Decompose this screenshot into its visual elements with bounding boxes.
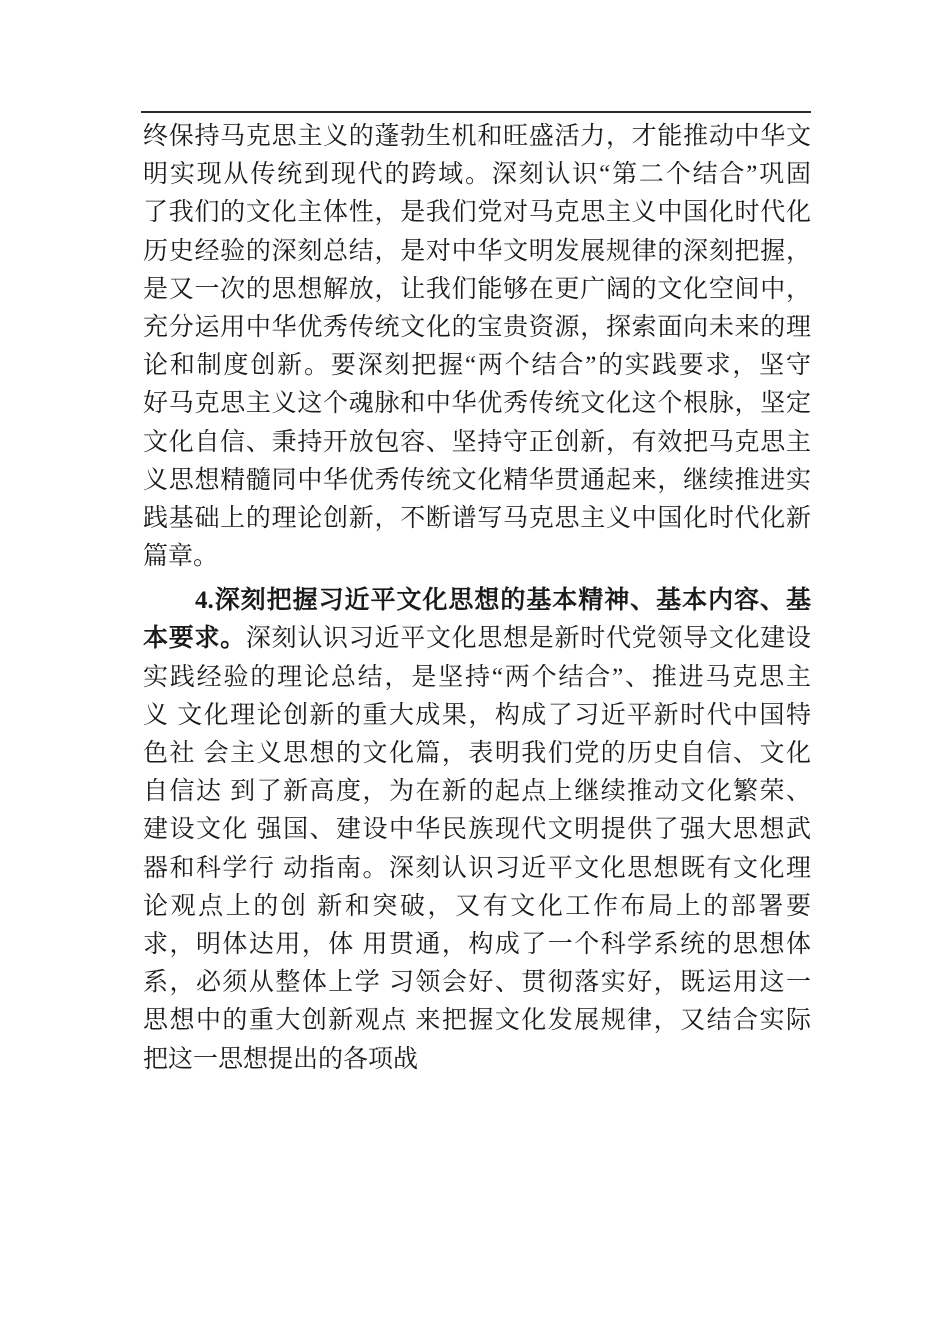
- text-segment: 终保持马克思主义的蓬勃生机和旺盛活力，才能推动中华文: [143, 123, 811, 150]
- text-line: [143, 773, 811, 811]
- text-segment: 系，必须从整体上学 习领会好、贯彻落实好，既运用这一: [143, 969, 811, 997]
- text-line: [143, 424, 811, 462]
- text-segment: 义思想精髓同中华优秀传统文化精华贯通起来，继续推进实: [143, 466, 811, 494]
- text-line: [143, 347, 811, 385]
- text-line: [143, 888, 811, 926]
- paragraph: [143, 118, 811, 576]
- text-segment: 了我们的文化主体性，是我们党对马克思主义中国化时代化: [143, 199, 811, 227]
- text-segment: 文化自信、秉持开放包容、坚持守正创新，有效把马克思主: [143, 428, 811, 456]
- text-line: [143, 850, 811, 888]
- text-line: [143, 735, 811, 773]
- text-segment: 篇章。: [143, 543, 219, 571]
- text-line: [143, 309, 811, 347]
- text-segment: 建设文化 强国、建设中华民族现代文明提供了强大思想武: [143, 816, 811, 844]
- text-segment: 深刻认识习近平文化思想是新时代党领导文化建设: [245, 625, 811, 653]
- bold-text-segment: 本要求。: [143, 625, 246, 653]
- text-segment: 义 文化理论创新的重大成果，构成了习近平新时代中国特: [143, 701, 811, 729]
- text-segment: 是又一次的思想解放，让我们能够在更广阔的文化空间中，: [143, 275, 811, 303]
- paragraph: [143, 582, 811, 1078]
- text-line: [143, 926, 811, 964]
- text-line: [143, 500, 811, 538]
- text-line: [143, 964, 811, 1002]
- text-segment: 历史经验的深刻总结，是对中华文明发展规律的深刻把握，: [143, 237, 811, 265]
- text-segment: 好马克思主义这个魂脉和中华优秀传统文化这个根脉，坚定: [143, 390, 811, 418]
- document-body: [143, 118, 811, 1079]
- text-line: [143, 156, 811, 194]
- text-line: [143, 385, 811, 423]
- text-line: [143, 811, 811, 849]
- text-line: [143, 620, 811, 658]
- text-segment: 把这一思想提出的各项战: [143, 1045, 419, 1073]
- text-line: [143, 233, 811, 271]
- text-line: [143, 194, 811, 232]
- text-line: [143, 538, 811, 576]
- text-line: [143, 118, 811, 156]
- text-segment: 践基础上的理论创新，不断谱写马克思主义中国化时代化新: [143, 504, 811, 532]
- text-segment: 论和制度创新。要深刻把握“两个结合”的实践要求，坚守: [143, 352, 811, 380]
- text-segment: 论观点上的创 新和突破，又有文化工作布局上的部署要: [143, 892, 811, 920]
- text-segment: 色社 会主义思想的文化篇，表明我们党的历史自信、文化: [143, 740, 811, 767]
- header-rule: [141, 111, 811, 113]
- text-segment: 明实现从传统到现代的跨域。深刻认识“第二个结合”巩固: [143, 161, 811, 189]
- text-segment: 求，明体达用，体 用贯通，构成了一个科学系统的思想体: [143, 930, 811, 958]
- bold-text-segment: 4.深刻把握习近平文化思想的基本精神、基本内容、基: [195, 587, 811, 615]
- text-segment: 器和科学行 动指南。深刻认识习近平文化思想既有文化理: [143, 854, 811, 882]
- text-line: [143, 697, 811, 735]
- text-line: [143, 582, 811, 620]
- text-segment: 自信达 到了新高度，为在新的起点上继续推动文化繁荣、: [143, 778, 811, 806]
- text-line: [143, 659, 811, 697]
- text-line: [143, 1041, 811, 1079]
- text-line: [143, 462, 811, 500]
- text-segment: 思想中的重大创新观点 来把握文化发展规律，又结合实际: [143, 1007, 811, 1035]
- text-segment: 实践经验的理论总结，是坚持“两个结合”、推进马克思主: [143, 663, 811, 691]
- text-line: [143, 271, 811, 309]
- text-segment: 充分运用中华优秀传统文化的宝贵资源，探索面向未来的理: [143, 313, 811, 341]
- text-line: [143, 1002, 811, 1040]
